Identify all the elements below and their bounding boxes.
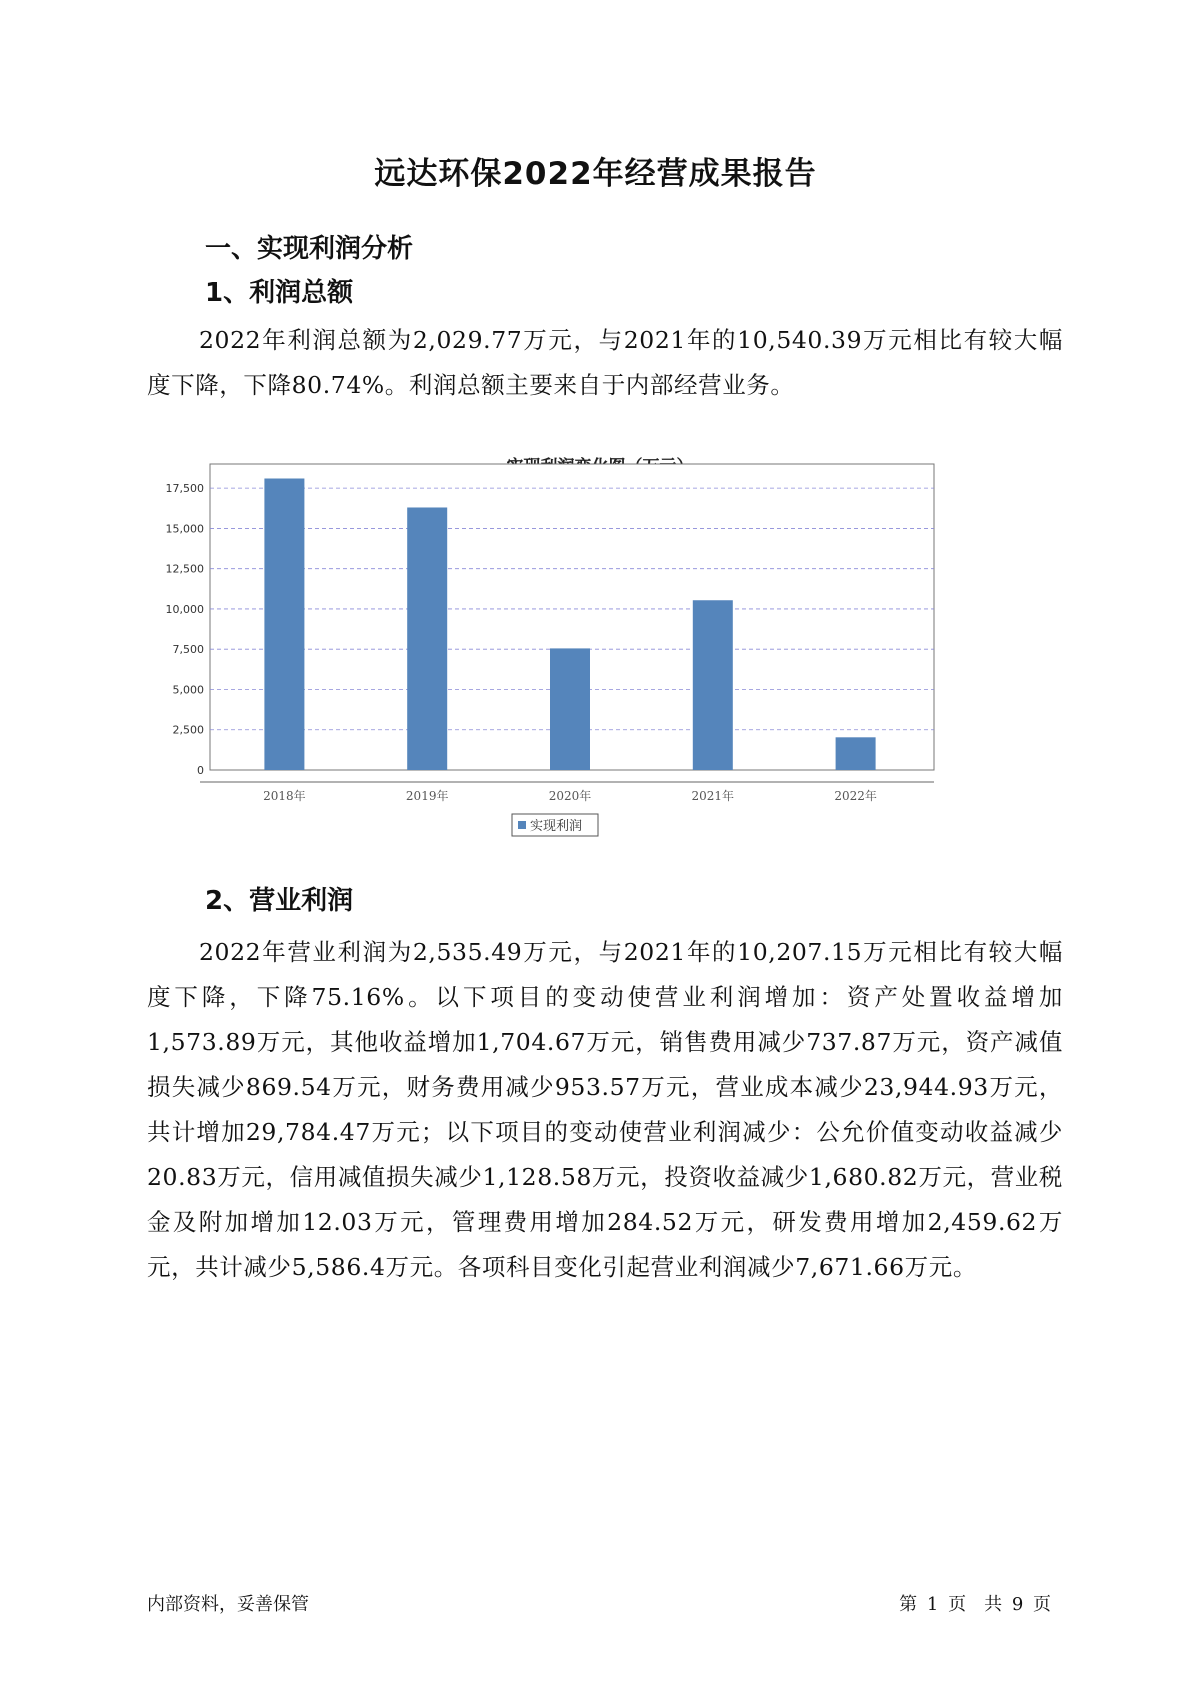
legend-label: 实现利润 bbox=[530, 819, 583, 834]
y-tick-label: 2,500 bbox=[172, 723, 204, 737]
y-tick-label: 17,500 bbox=[165, 482, 204, 496]
total-profit-paragraph: 2022年利润总额为2,029.77万元，与2021年的10,540.39万元相比有较大幅度下降，下降80.74%。利润总额主要来自于内部经营业务。 bbox=[147, 326, 1063, 399]
y-tick-label: 5,000 bbox=[172, 683, 204, 697]
page-total: 9 bbox=[1011, 1594, 1024, 1615]
footer-confidential-note: 内部资料，妥善保管 bbox=[147, 1594, 309, 1615]
page-prefix: 第 bbox=[899, 1594, 918, 1615]
y-tick-label: 10,000 bbox=[165, 602, 204, 616]
footer-page-indicator bbox=[897, 1590, 1053, 1616]
subsection-heading-total-profit: 1、利润总额 bbox=[205, 278, 354, 308]
x-tick-label: 2019年 bbox=[405, 789, 449, 803]
profit-chart bbox=[160, 452, 1040, 902]
x-tick-label: 2021年 bbox=[691, 789, 735, 803]
x-tick-label: 2018年 bbox=[263, 789, 306, 803]
page-number: 1 bbox=[926, 1594, 939, 1615]
legend-swatch bbox=[518, 821, 526, 829]
y-tick-label: 0 bbox=[197, 764, 204, 777]
x-tick-label: 2020年 bbox=[548, 789, 592, 803]
operating-profit-paragraph: 2022年营业利润为2,535.49万元，与2021年的10,207.15万元相比有较大幅度下降，下降75.16%。以下项目的变动使营业利润增加：资产处置收益增加1,573.89万元，其他收益增加1,704.67万元，销售费用减少737.87万元，资产减值损失减少869.54万元，财务费用减少953.57万元，营业成本减少23,944.93万元，共计增加29,784.47万元；以下项目的变动使营业利润减少：公允价值变动收益减少20.83万元，信用减值损失减少1,128.58万元，投资收益减少1,680.82万元，营业税金及附加增加12.03万元，管理费用增加284.52万元，研发费用增加2,459.62万元，共计减少5,586.4万元。各项科目变化引起营业利润减少7,671.66万元。 bbox=[147, 938, 1063, 1281]
y-tick-label: 7,500 bbox=[172, 643, 204, 657]
x-tick-label: 2022年 bbox=[834, 789, 877, 803]
bar-2019年 bbox=[407, 507, 447, 770]
y-tick-label: 15,000 bbox=[165, 522, 204, 536]
subsection-heading-operating-profit: 2、营业利润 bbox=[205, 886, 354, 916]
bar-2021年 bbox=[693, 600, 733, 770]
page-suffix: 页 bbox=[1033, 1594, 1051, 1615]
bar-2018年 bbox=[264, 478, 304, 770]
section-heading-profit-analysis: 一、实现利润分析 bbox=[205, 234, 414, 264]
profit-bar-chart bbox=[160, 452, 1040, 902]
report-title: 远达环保2022年经营成果报告 bbox=[374, 156, 817, 192]
bar-2022年 bbox=[836, 737, 876, 770]
y-tick-label: 12,500 bbox=[165, 562, 204, 576]
page-mid: 页 共 bbox=[948, 1594, 1003, 1615]
bar-2020年 bbox=[550, 648, 590, 770]
